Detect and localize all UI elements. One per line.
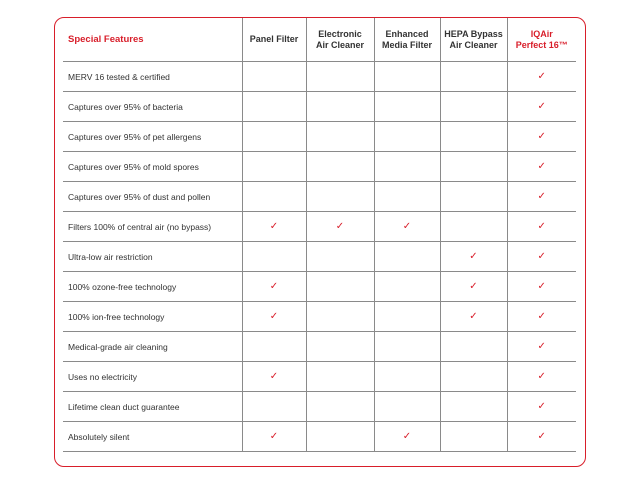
table-row (63, 242, 576, 272)
cell-iqair (507, 182, 576, 212)
header-line: Enhanced (385, 28, 429, 39)
checkmark-icon: ✓ (537, 221, 546, 232)
checkmark-icon: ✓ (469, 311, 478, 322)
cell-enhanced (374, 152, 440, 182)
cell-hepa (440, 92, 507, 122)
checkmark-icon: ✓ (269, 221, 279, 232)
cell-iqair (507, 62, 576, 92)
cell-iqair (507, 392, 576, 422)
cell-panel (242, 242, 306, 272)
cell-panel (242, 332, 306, 362)
feature-label: Uses no electricity (63, 362, 242, 392)
cell-panel (242, 362, 306, 392)
checkmark-icon: ✓ (469, 251, 478, 262)
checkmark-icon: ✓ (335, 221, 345, 232)
cell-iqair (507, 362, 576, 392)
cell-panel (242, 212, 306, 242)
cell-iqair (507, 212, 576, 242)
header-line: Air Cleaner (449, 39, 498, 50)
cell-electronic (306, 212, 374, 242)
cell-iqair (507, 92, 576, 122)
table-row (63, 332, 576, 362)
cell-electronic (306, 422, 374, 452)
feature-label: Captures over 95% of dust and pollen (63, 182, 242, 212)
checkmark-icon: ✓ (269, 371, 279, 382)
feature-label: Captures over 95% of pet allergens (63, 122, 242, 152)
checkmark-icon: ✓ (269, 311, 279, 322)
header-hepa-bypass-air-cleaner (440, 18, 507, 62)
table-row (63, 92, 576, 122)
cell-panel (242, 392, 306, 422)
cell-hepa (440, 242, 507, 272)
table-row (63, 392, 576, 422)
cell-enhanced (374, 392, 440, 422)
feature-label: Lifetime clean duct guarantee (63, 392, 242, 422)
table-row (63, 122, 576, 152)
cell-enhanced (374, 182, 440, 212)
cell-enhanced (374, 212, 440, 242)
checkmark-icon: ✓ (537, 161, 546, 172)
comparison-table (63, 18, 576, 452)
checkmark-icon: ✓ (269, 281, 279, 292)
comparison-table-body (63, 62, 576, 452)
cell-electronic (306, 332, 374, 362)
cell-panel (242, 92, 306, 122)
cell-hepa (440, 332, 507, 362)
table-row (63, 272, 576, 302)
header-row (63, 18, 576, 62)
feature-label: Captures over 95% of bacteria (63, 92, 242, 122)
cell-iqair (507, 422, 576, 452)
cell-hepa (440, 272, 507, 302)
checkmark-icon: ✓ (469, 281, 478, 292)
table-row (63, 152, 576, 182)
cell-hepa (440, 212, 507, 242)
checkmark-icon: ✓ (402, 221, 412, 232)
header-line: HEPA Bypass (444, 28, 503, 39)
header-electronic-air-cleaner (306, 18, 374, 62)
checkmark-icon: ✓ (537, 71, 546, 82)
checkmark-icon: ✓ (537, 401, 546, 412)
header-line: IQAir (530, 28, 553, 39)
feature-label: 100% ion-free technology (63, 302, 242, 332)
header-iqair-perfect-16 (507, 18, 576, 62)
cell-electronic (306, 272, 374, 302)
cell-panel (242, 302, 306, 332)
cell-enhanced (374, 92, 440, 122)
cell-iqair (507, 242, 576, 272)
checkmark-icon: ✓ (537, 431, 546, 442)
cell-hepa (440, 182, 507, 212)
cell-enhanced (374, 122, 440, 152)
checkmark-icon: ✓ (537, 131, 546, 142)
cell-panel (242, 62, 306, 92)
cell-panel (242, 122, 306, 152)
feature-label: MERV 16 tested & certified (63, 62, 242, 92)
checkmark-icon: ✓ (402, 431, 412, 442)
cell-hepa (440, 152, 507, 182)
cell-enhanced (374, 302, 440, 332)
header-line: Air Cleaner (315, 39, 365, 50)
header-line: Perfect 16™ (515, 39, 568, 50)
cell-enhanced (374, 62, 440, 92)
cell-electronic (306, 62, 374, 92)
cell-electronic (306, 152, 374, 182)
header-line: Media Filter (381, 39, 432, 50)
table-row (63, 212, 576, 242)
header-line: Panel Filter (249, 34, 299, 44)
table-row (63, 362, 576, 392)
feature-label: 100% ozone-free technology (63, 272, 242, 302)
header-line: Electronic (318, 28, 362, 39)
cell-panel (242, 272, 306, 302)
cell-hepa (440, 302, 507, 332)
cell-electronic (306, 92, 374, 122)
checkmark-icon: ✓ (537, 251, 546, 262)
cell-panel (242, 152, 306, 182)
cell-iqair (507, 302, 576, 332)
cell-hepa (440, 122, 507, 152)
feature-label: Ultra-low air restriction (63, 242, 242, 272)
table-row (63, 422, 576, 452)
header-enhanced-media-filter (374, 18, 440, 62)
cell-iqair (507, 332, 576, 362)
checkmark-icon: ✓ (537, 101, 546, 112)
cell-electronic (306, 242, 374, 272)
header-panel-filter (242, 18, 306, 62)
table-row (63, 302, 576, 332)
feature-label: Absolutely silent (63, 422, 242, 452)
feature-label: Medical-grade air cleaning (63, 332, 242, 362)
cell-iqair (507, 122, 576, 152)
cell-enhanced (374, 422, 440, 452)
cell-panel (242, 182, 306, 212)
table-row (63, 182, 576, 212)
cell-enhanced (374, 272, 440, 302)
table-row (63, 62, 576, 92)
checkmark-icon: ✓ (537, 371, 546, 382)
cell-hepa (440, 422, 507, 452)
cell-hepa (440, 362, 507, 392)
cell-electronic (306, 362, 374, 392)
cell-enhanced (374, 332, 440, 362)
cell-electronic (306, 182, 374, 212)
feature-label: Filters 100% of central air (no bypass) (63, 212, 242, 242)
feature-label: Captures over 95% of mold spores (63, 152, 242, 182)
cell-enhanced (374, 362, 440, 392)
special-features-heading: Special Features (63, 18, 242, 62)
checkmark-icon: ✓ (269, 431, 279, 442)
checkmark-icon: ✓ (537, 281, 546, 292)
cell-iqair (507, 272, 576, 302)
checkmark-icon: ✓ (537, 191, 546, 202)
cell-electronic (306, 122, 374, 152)
cell-electronic (306, 392, 374, 422)
cell-enhanced (374, 242, 440, 272)
cell-electronic (306, 302, 374, 332)
cell-hepa (440, 62, 507, 92)
cell-hepa (440, 392, 507, 422)
cell-panel (242, 422, 306, 452)
checkmark-icon: ✓ (537, 341, 546, 352)
checkmark-icon: ✓ (537, 311, 546, 322)
cell-iqair (507, 152, 576, 182)
